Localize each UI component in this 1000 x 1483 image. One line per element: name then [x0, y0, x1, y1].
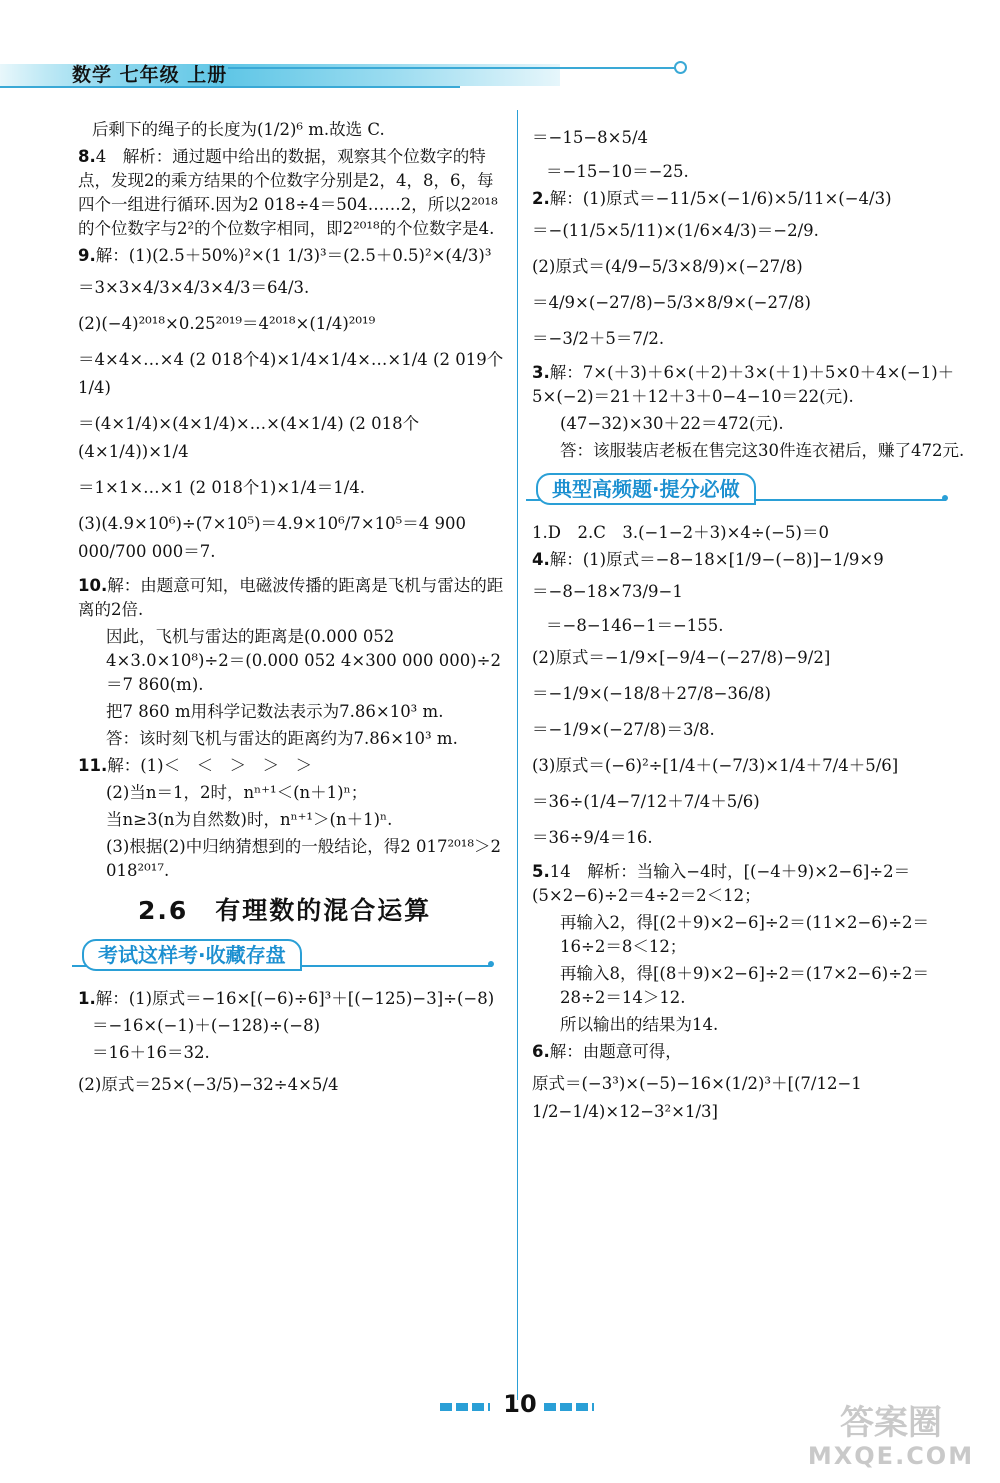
question-answer	[532, 361, 972, 409]
answer-text: 14 解析：当输入−4时，[(−4＋9)×2−6]÷2＝(5×2−6)÷2＝4÷2＝2＜12；	[532, 862, 911, 905]
right-column	[532, 118, 972, 1134]
question-answer	[78, 754, 508, 778]
answer-text: 解：(1)＜ ＜ ＞ ＞ ＞	[107, 756, 313, 775]
watermark-url: MXQE.COM	[807, 1442, 975, 1470]
left-column	[78, 118, 508, 1107]
banner-label: 典型高频题·提分必做	[536, 473, 756, 505]
answer-line: ＝−8−18×73/9−1	[532, 582, 683, 601]
answer-line: 原式＝(−3³)×(−5)−16×(1/2)³＋[(7/12−1 1/2−1/4)×12−3²×1/3]	[532, 1074, 868, 1121]
header-underline	[0, 86, 460, 88]
answer-line: ＝−1/9×(−27/8)＝3/8.	[532, 720, 715, 739]
question-number: 4.	[532, 550, 550, 569]
question-answer	[78, 574, 508, 622]
question-number: 11.	[78, 756, 108, 775]
answer-text: 解：由题意可知，电磁波传播的距离是飞机与雷达的距离的2倍.	[78, 576, 504, 619]
answer-line: (3)原式＝(−6)²÷[1/4＋(−7/3)×1/4＋7/4＋5/6]	[532, 756, 899, 775]
section-title: 2.6 有理数的混合运算	[138, 896, 432, 925]
header-rule	[228, 67, 676, 69]
answer-line: ＝−16×(−1)＋(−128)÷(−8)	[92, 1016, 321, 1035]
answer-line: (2)原式＝−1/9×[−9/4−(−27/8)−9/2]	[532, 648, 831, 667]
question-number: 10.	[78, 576, 108, 595]
question-answer	[78, 145, 508, 241]
answer-text: 解：由题意可得，	[549, 1042, 682, 1061]
question-number: 1.	[78, 989, 96, 1008]
answer-line: (2)当n＝1，2时，nⁿ⁺¹＜(n＋1)ⁿ；	[106, 783, 368, 802]
question-number: 8.	[78, 147, 96, 166]
column-divider	[517, 110, 518, 1400]
answer-line: ＝3×3×4/3×4/3×4/3＝64/3.	[78, 278, 310, 297]
answer-line: ＝−3/2＋5＝7/2.	[532, 329, 665, 348]
section-banner	[526, 471, 972, 511]
question-answer	[532, 860, 972, 908]
footer-dots-right	[544, 1403, 594, 1411]
answer-line: ＝−8−146−1＝−155.	[546, 616, 724, 635]
question-number: 6.	[532, 1042, 550, 1061]
page-footer	[440, 1392, 600, 1422]
answer-line: 所以输出的结果为14.	[560, 1015, 719, 1034]
answer-line: ＝36÷(1/4−7/12＋7/4＋5/6)	[532, 792, 760, 811]
answer-line: ＝−(11/5×5/11)×(1/6×4/3)＝−2/9.	[532, 221, 819, 240]
answer-line: 再输入2，得[(2＋9)×2−6]÷2＝(11×2−6)÷2＝16÷2＝8＜12；	[560, 913, 930, 956]
watermark-text: 答案圈	[840, 1403, 942, 1443]
answer-line: 因此，飞机与雷达的距离是(0.000 052 4×3.0×10⁸)÷2＝(0.000 052 4×300 000 000)÷2＝7 860(m).	[106, 627, 501, 694]
answer-line: ＝16＋16＝32.	[92, 1043, 210, 1062]
answer-line: (2)原式＝(4/9−5/3×8/9)×(−27/8)	[532, 257, 803, 276]
header-dot	[674, 61, 687, 74]
section-banner	[72, 937, 508, 977]
footer-dots-left	[440, 1403, 490, 1411]
book-title: 数学 七年级 上册	[72, 64, 228, 86]
answer-line: (47−32)×30＋22＝472(元).	[560, 414, 784, 433]
answer-text: 解：(1)原式＝−16×[(−6)÷6]³＋[(−125)−3]÷(−8)	[95, 989, 495, 1008]
question-number: 3.	[532, 363, 550, 382]
answer-line: 答：该服装店老板在售完这30件连衣裙后，赚了472元.	[560, 441, 965, 460]
answer-line: ＝4/9×(−27/8)−5/3×8/9×(−27/8)	[532, 293, 811, 312]
answer-line: ＝−15−8×5/4	[532, 128, 649, 147]
answer-line: 当n≥3(n为自然数)时，nⁿ⁺¹＞(n＋1)ⁿ.	[106, 810, 393, 829]
answer-text: 解：(1)(2.5＋50%)²×(1 1/3)³＝(2.5＋0.5)²×(4/3)³	[95, 246, 492, 265]
answer-text: 4 解析：通过题中给出的数据，观察其个位数字的特点，发现2的乘方结果的个位数字分别是2，4，8，6，每四个一组进行循环.因为2 018÷4＝504……2，所以2²⁰¹⁸的个位数字与2²的个位数字相同，即2²⁰¹⁸的个位数字是4.	[78, 147, 498, 238]
question-answer	[532, 548, 972, 572]
answer-line: ＝4×4×…×4 (2 018个4)×1/4×1/4×…×1/4 (2 019个1/4)	[78, 350, 504, 397]
answer-text: 解：7×(＋3)＋6×(＋2)＋3×(＋1)＋5×0＋4×(−1)＋5×(−2)＝21＋12＋3＋0−4−10＝22(元).	[532, 363, 955, 406]
answer-line: ＝1×1×…×1 (2 018个1)×1/4＝1/4.	[78, 478, 366, 497]
watermark	[796, 1403, 986, 1473]
answer-line: (3)(4.9×10⁶)÷(7×10⁵)＝4.9×10⁶/7×10⁵＝4 900 000/700 000＝7.	[78, 514, 472, 561]
page-header	[0, 58, 690, 94]
question-number: 2.	[532, 189, 550, 208]
answer-line: ＝−15−10＝−25.	[546, 162, 689, 181]
answer-line: (2)(−4)²⁰¹⁸×0.25²⁰¹⁹＝4²⁰¹⁸×(1/4)²⁰¹⁹	[78, 314, 376, 333]
banner-dot	[942, 495, 948, 501]
page-number: 10	[503, 1390, 537, 1418]
answer-line: (3)根据(2)中归纳猜想到的一般结论，得2 017²⁰¹⁸＞2 018²⁰¹⁷.	[106, 837, 507, 880]
answer-line: (2)原式＝25×(−3/5)−32÷4×5/4	[78, 1075, 339, 1094]
answer-text: 解：(1)原式＝−11/5×(−1/6)×5/11×(−4/3)	[549, 189, 892, 208]
answer-line: 把7 860 m用科学记数法表示为7.86×10³ m.	[106, 702, 444, 721]
answer-line: ＝(4×1/4)×(4×1/4)×…×(4×1/4) (2 018个(4×1/4))×1/4	[78, 414, 420, 461]
answer-line: 1.D 2.C 3.(−1−2＋3)×4÷(−5)＝0	[532, 523, 829, 542]
banner-dot	[488, 961, 494, 967]
question-number: 5.	[532, 862, 550, 881]
answer-line: 答：该时刻飞机与雷达的距离约为7.86×10³ m.	[106, 729, 458, 748]
answer-line: 再输入8，得[(8＋9)×2−6]÷2＝(17×2−6)÷2＝28÷2＝14＞12.	[560, 964, 930, 1007]
question-answer	[78, 244, 508, 268]
question-number: 9.	[78, 246, 96, 265]
answer-text: 解：(1)原式＝−8−18×[1/9−(−8)]−1/9×9	[549, 550, 884, 569]
banner-label: 考试这样考·收藏存盘	[82, 939, 302, 971]
question-answer	[532, 187, 972, 211]
question-answer	[78, 987, 508, 1011]
answer-line: 后剩下的绳子的长度为(1/2)⁶ m.故选 C.	[92, 120, 385, 139]
answer-line: ＝−1/9×(−18/8＋27/8−36/8)	[532, 684, 771, 703]
question-answer	[532, 1040, 972, 1064]
answer-line: ＝36÷9/4＝16.	[532, 828, 653, 847]
